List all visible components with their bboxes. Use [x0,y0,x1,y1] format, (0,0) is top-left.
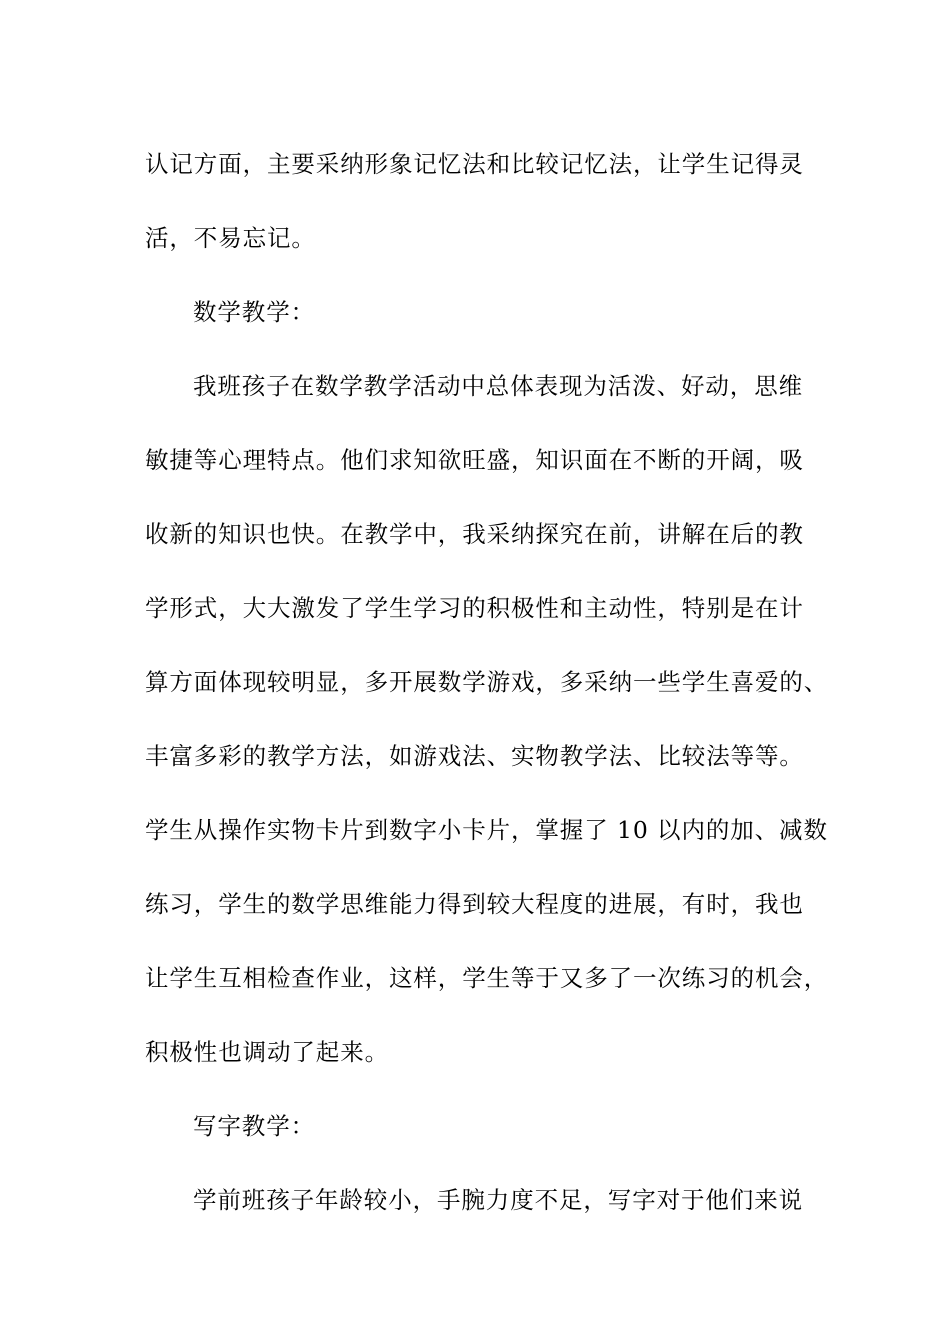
section-heading-math: 数学教学： [193,298,315,326]
text-line: 认记方面，主要采纳形象记忆法和比较记忆法，让学生记得灵 [145,150,804,178]
text-line: 活，不易忘记。 [145,224,316,252]
text-line: 丰富多彩的教学方法，如游戏法、实物教学法、比较法等等。 [145,742,804,770]
text-line: 积极性也调动了起来。 [145,1038,389,1066]
body-text [145,127,829,1237]
text-line: 让学生互相检查作业，这样，学生等于又多了一次练习的机会， [145,964,829,992]
text-line: 练习，学生的数学思维能力得到较大程度的进展，有时，我也 [145,890,804,918]
text-line: 敏捷等心理特点。他们求知欲旺盛，知识面在不断的开阔，吸 [145,446,804,474]
text-line: 学生从操作实物卡片到数字小卡片，掌握了 10 以内的加、减数 [145,816,828,844]
section-heading-writing: 写字教学： [193,1112,315,1140]
text-line: 收新的知识也快。在教学中，我采纳探究在前，讲解在后的教 [145,520,804,548]
paragraph-first-line: 学前班孩子年龄较小，手腕力度不足，写字对于他们来说 [193,1186,803,1214]
text-line: 算方面体现较明显，多开展数学游戏，多采纳一些学生喜爱的、 [145,668,829,696]
text-line: 学形式，大大激发了学生学习的积极性和主动性，特别是在计 [145,594,804,622]
paragraph-first-line: 我班孩子在数学教学活动中总体表现为活泼、好动，思维 [193,372,803,400]
